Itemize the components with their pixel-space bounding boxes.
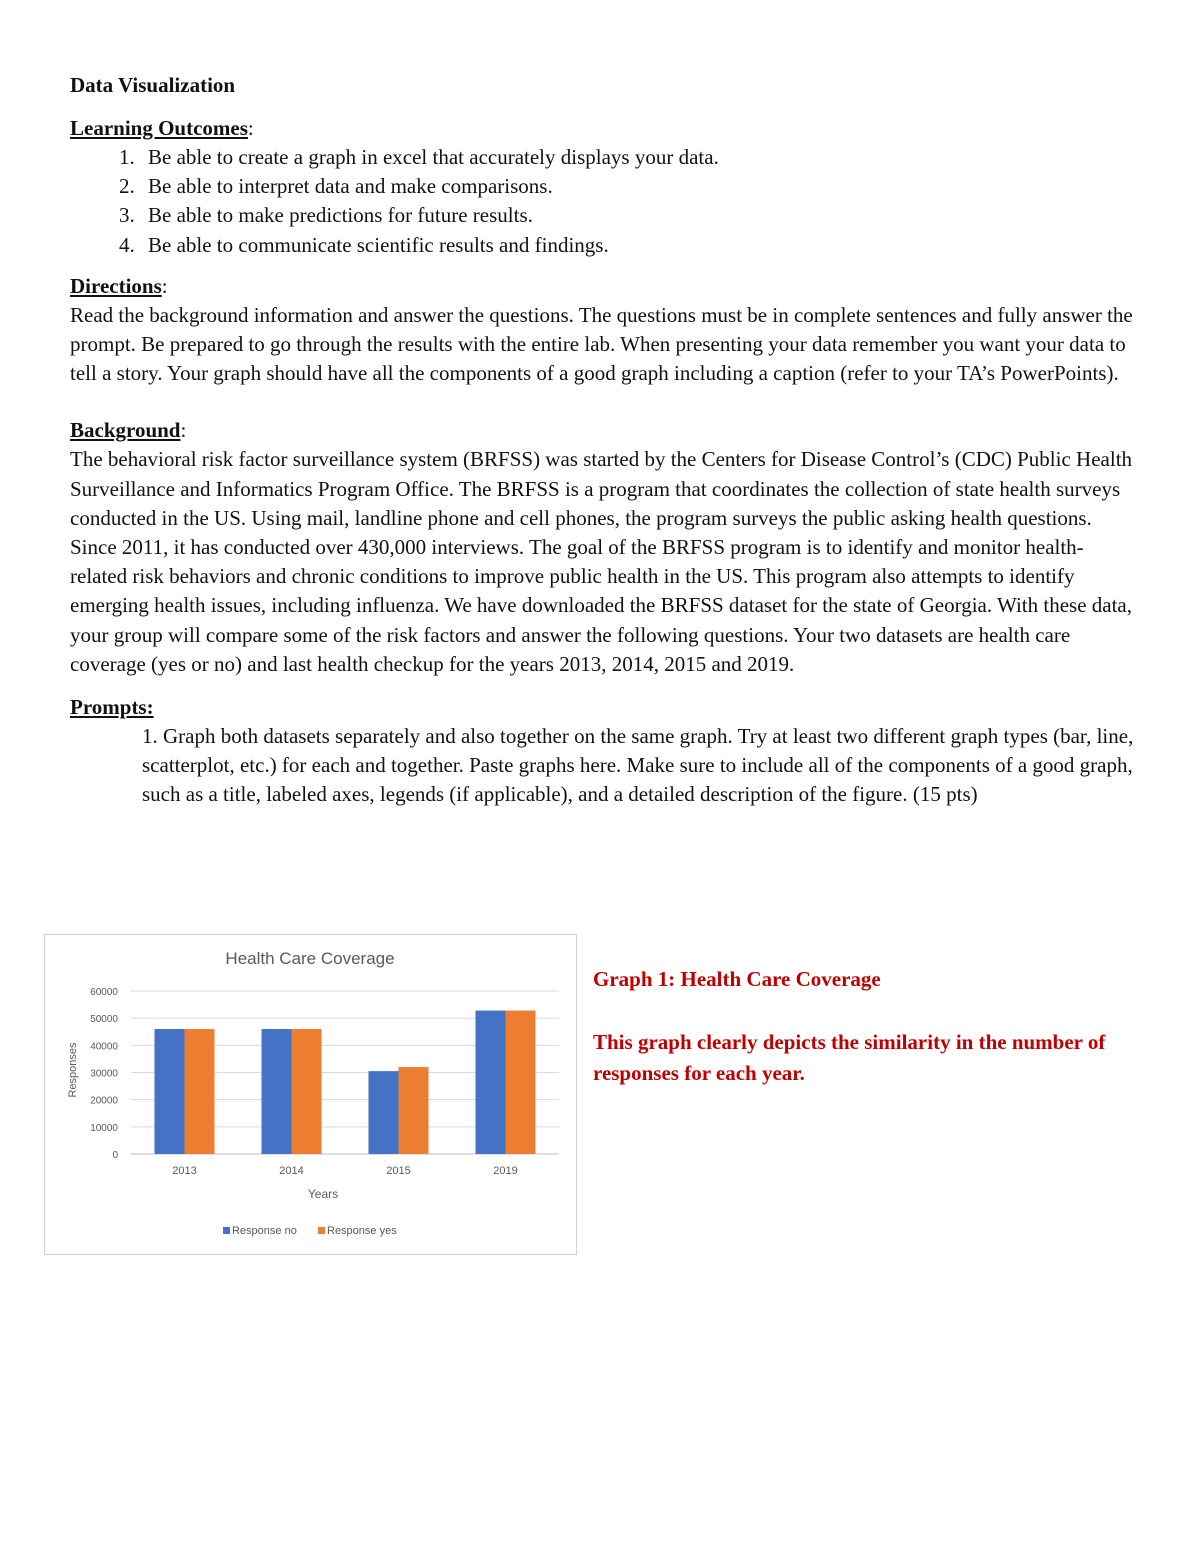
x-tick-label: 2014 bbox=[279, 1165, 304, 1177]
y-tick-label: 60000 bbox=[90, 987, 118, 998]
learning-outcomes-colon: : bbox=[247, 116, 254, 140]
graph-caption bbox=[593, 964, 1113, 1089]
list-item: 2. Be able to interpret data and make comparisons. bbox=[140, 172, 1140, 201]
y-tick-label: 40000 bbox=[90, 1041, 118, 1053]
legend-label: Response yes bbox=[327, 1225, 397, 1237]
legend-label: Response no bbox=[232, 1225, 297, 1237]
caption-text: This graph clearly depicts the similarity in the number of responses for each year. bbox=[593, 1030, 1106, 1085]
background-text: The behavioral risk factor surveillance system (BRFSS) was started by the Centers for Disease Control’s (CDC) Public Health Surveillance and Informatics Program Office. The BRFSS is a program that coordinates the collection of state health surveys conducted in the US. Using mail, landline phone and cell phones, the program surveys the public asking health questions. Since 2011, it has conducted over 430,000 interviews. The goal of the BRFSS program is to identify and monitor health-related risk behaviors and chronic conditions to improve public health in the US. This program also attempts to identify emerging health issues, including influenza. We have downloaded the BRFSS dataset for the state of Georgia. With these data, your group will compare some of the risk factors and answer the following questions. Your two datasets are health care coverage (yes or no) and last health checkup for the years 2013, 2014, 2015 and 2019. bbox=[70, 447, 1133, 676]
document-title: Data Visualization bbox=[70, 73, 236, 97]
directions-heading-text: Directions bbox=[70, 273, 162, 298]
learning-outcomes-heading-text: Learning Outcomes bbox=[70, 116, 248, 140]
bar-2015-yes bbox=[399, 1067, 429, 1154]
background-heading-text: Background bbox=[70, 418, 181, 443]
health-care-coverage-chart bbox=[44, 934, 577, 1255]
bar-2014-yes bbox=[292, 1029, 322, 1154]
y-axis-label: Responses bbox=[67, 1042, 79, 1098]
y-tick-label: 20000 bbox=[90, 1095, 118, 1107]
background-colon: : bbox=[180, 418, 187, 443]
chart-title: Health Care Coverage bbox=[225, 949, 395, 968]
y-tick-label: 10000 bbox=[90, 1122, 118, 1134]
chart-legend bbox=[223, 1225, 397, 1237]
bar-2019-yes bbox=[506, 1011, 536, 1154]
y-tick-label: 30000 bbox=[90, 1068, 118, 1080]
y-tick-label: 50000 bbox=[90, 1014, 118, 1026]
directions-heading bbox=[70, 272, 1140, 301]
prompts-heading-text: Prompts: bbox=[70, 695, 154, 720]
x-axis-label: Years bbox=[307, 1187, 339, 1201]
learning-outcomes-list bbox=[70, 143, 1140, 260]
list-item: 3. Be able to make predictions for future results. bbox=[140, 201, 1140, 230]
prompt-item-1: 1. Graph both datasets separately and also together on the same graph. Try at least two different graph types (bar, line, scatterplot, etc.) for each and together. Paste graphs here. Make sure to include all of the components of a good graph, such as a title, labeled axes, legends (if applicable), and a detailed description of the figure. (15 pts) bbox=[142, 724, 1134, 807]
bar-2015-no bbox=[369, 1071, 399, 1154]
chart-bars bbox=[155, 1011, 536, 1154]
chart-y-ticks bbox=[90, 987, 118, 1161]
document-page bbox=[70, 70, 1140, 810]
prompts-heading bbox=[70, 693, 1140, 722]
x-tick-label: 2013 bbox=[172, 1165, 197, 1177]
caption-title: Graph 1: Health Care Coverage bbox=[593, 967, 881, 991]
y-tick-label: 0 bbox=[112, 1150, 118, 1161]
legend-swatch-no bbox=[223, 1227, 230, 1234]
list-item: 1. Be able to create a graph in excel that accurately displays your data. bbox=[140, 143, 1140, 172]
bar-2014-no bbox=[262, 1029, 292, 1154]
bar-2019-no bbox=[476, 1011, 506, 1154]
bar-2013-yes bbox=[185, 1029, 215, 1154]
chart-x-ticks bbox=[172, 1165, 517, 1177]
bar-2013-no bbox=[155, 1029, 185, 1154]
legend-swatch-yes bbox=[318, 1227, 325, 1234]
learning-outcomes-heading bbox=[70, 114, 1140, 143]
chart-svg bbox=[45, 935, 576, 1254]
x-tick-label: 2019 bbox=[493, 1165, 518, 1177]
background-heading bbox=[70, 416, 1140, 445]
x-tick-label: 2015 bbox=[386, 1165, 411, 1177]
directions-colon: : bbox=[161, 273, 168, 298]
list-item: 4. Be able to communicate scientific results and findings. bbox=[140, 231, 1140, 260]
directions-text: Read the background information and answer the questions. The questions must be in complete sentences and fully answer the prompt. Be prepared to go through the results with the entire lab. When presenting your data remember you want your data to tell a story. Your graph should have all the components of a good graph including a caption (refer to your TA’s PowerPoints). bbox=[70, 302, 1133, 386]
